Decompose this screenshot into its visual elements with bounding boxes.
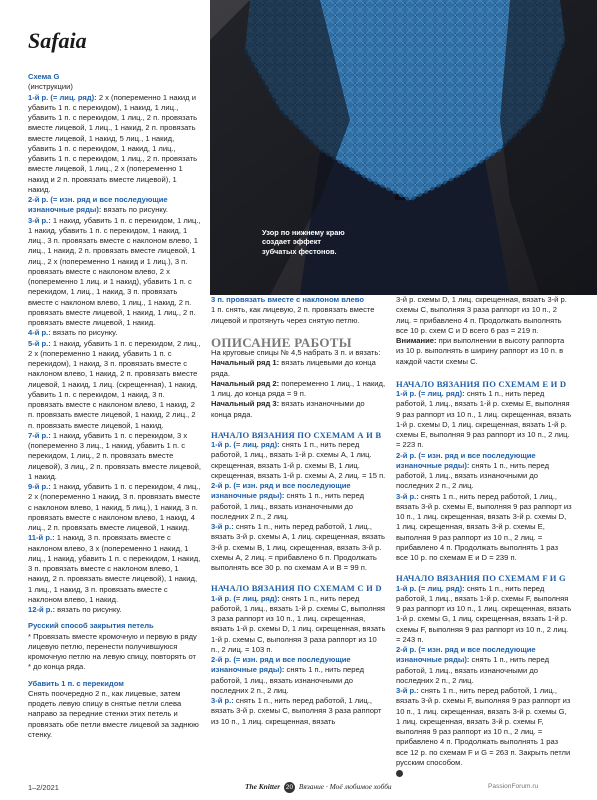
row-label: 7-й р.: [28, 430, 51, 440]
page-number: 20 [285, 784, 294, 791]
schema-g-rows [28, 93, 201, 616]
row-label: 9-й р.: [28, 482, 51, 491]
row-label: 3-й р.: [396, 686, 419, 695]
row-label: 2-й р. (= изн. ряд и все последующие изнаночные ряды): [211, 481, 351, 501]
instruction-row [396, 451, 572, 492]
instruction-row [211, 522, 386, 573]
row-text: вязать по рисунку. [101, 205, 168, 215]
row-text: 1 накид, убавить 1 п. с перекидом, 2 лиц., 2 х (попеременно 1 накид, убавить 1 п. с перекидом), 1 накид, 3 п. провязать вместе с наклоном влево, 1 накид, 2 п. провязать вместе лицевой, 1 накид, 1 лиц. (скрещенная), 1 накид, убавить 1 п. с перекидом, 1 накид, 3 п. провязать вместе с наклоном влево, 1 накид, 2 п. провязать вместе лицевой, 1 накид, 2 лиц., 2 п. провязать вместе лицевой, 1 накид. [28, 338, 201, 430]
row-label: 1-й р. (= лиц. ряд): [396, 583, 465, 593]
row-text: 1 накид, 3 п. провязать вместе с наклоном влево, 3 х (попеременно 1 накид, 1 лиц., 1 накид, убавить 1 п. с перекидом, 1 накид, 3 п. провязать вместе с наклоном влево, 1 накид, 2 п. провязать вместе лицевой), 1 накид, 1 лиц., 1 накид, 3 п. провязать вместе с наклоном влево, 1 накид. [28, 533, 201, 604]
decrease-text: Снять поочередно 2 п., как лицевые, затем продеть левую спицу в снятые петли слева направо за передние стенки этих петель и провязать обе петли вместе лицевой за заднюю стенку. [28, 688, 199, 739]
row-label: 3-й р.: [396, 491, 419, 501]
row-label: 1-й р. (= лиц. ряд): [396, 389, 465, 398]
instruction-row [396, 584, 572, 646]
row-label: 3-й р.: [211, 522, 234, 531]
row-label: Начальный ряд 3: [211, 399, 280, 409]
row-label: 2-й р. (= изн. ряд и все последующие изнаночные ряды): [211, 655, 351, 675]
k3tog-text: 1 п. снять, как лицевую, 2 п. провязать вместе лицевой и протянуть через снятую петлю. [211, 305, 375, 325]
decrease-title: Убавить 1 п. с перекидом [28, 678, 124, 688]
magazine-slogan: Вязание · Моё любимое хобби [298, 782, 392, 791]
ed-title: НАЧАЛО ВЯЗАНИЯ ПО СХЕМАМ Е И D [396, 378, 567, 389]
instruction-row [28, 605, 201, 615]
row-label: 2-й р. (= изн. ряд и все последующие изнаночные ряды): [396, 450, 536, 470]
row-text: снять 1 п., нить перед работой, 1 лиц., вязать 3-й р. схемы F, выполняя 9 раз раппорт из 10 п., 1 лиц. скрещенная, вязать 3-й р. схемы G, 1 лиц. скрещенная, вязать 3-й р. схемы F, выполняя 9 раз раппорт из 10 п., 2 лиц. = прибавлено 4 п. Продолжать выполнять 1 раз все 12 р. по схемам F и G = 263 п. Закрыть петли русским способом. [396, 686, 571, 767]
fg-rows [396, 584, 572, 769]
row-label: Начальный ряд 2: [211, 378, 280, 388]
row-text: снять 1 п., нить перед работой, 1 лиц., вязать 1-й р. схемы А, 1 лиц. скрещенная, вязать 1-й р. схемы В, 1 лиц. скрещенная, вязать 1-й р. схемы А, 2 лиц. = 15 п. [211, 440, 386, 480]
instruction-row [28, 533, 201, 605]
instruction-row [211, 358, 386, 379]
column-1 [28, 72, 201, 740]
schema-g-title: Схема G [28, 72, 60, 81]
instruction-row [211, 399, 386, 420]
instruction-row [28, 482, 201, 533]
ab-title: НАЧАЛО ВЯЗАНИЯ ПО СХЕМАМ А И В [211, 429, 382, 440]
row-text: снять 1 п., нить перед работой, 1 лиц., вязать изнаночными до последних 2 п., 2 лиц. [211, 491, 364, 521]
row-label: Внимание: [396, 336, 437, 345]
instruction-row [396, 492, 572, 564]
row-text: снять 1 п., нить перед работой, 1 лиц., вязать изнаночными до последних 2 п., 2 лиц. [396, 655, 549, 685]
instruction-row [396, 686, 572, 768]
row-text: снять 1 п., нить перед работой, 1 лиц., вязать изнаночными до последних 2 п., 2 лиц. [211, 665, 364, 695]
row-label: 3-й р.: [28, 215, 51, 225]
row-text: снять 1 п., нить перед работой, 1 лиц., вязать 1-й р. схемы С, выполняя 3 раза раппорт из 10 п., 1 лиц. скрещенная, вязать 1-й р. схемы D, 1 лиц. скрещенная, вязать 1-й р. схемы С, выполняя 3 раза раппорт из 10 п., 2 лиц. = 103 п. [211, 593, 386, 654]
ab-rows [211, 440, 386, 573]
row-text: снять 1 п., нить перед работой, 1 лиц., вязать 3-й р. схемы С, выполняя 3 раза раппорт из 10 п., 1 лиц. скрещенная, вязать [211, 696, 382, 726]
row-text: 1 накид, убавить 1 п. с перекидом, 1 лиц., 1 накид, убавить 1 п. с перекидом, 1 накид, 1 лиц., 3 п. провязать вместе с наклоном влево, 1 лиц., 1 накид, 2 п. провязать вместе лицевой, 1 лиц., 2 х (попеременно 1 накид и 1 лиц.), 3 п. провязать вместе с наклоном влево, 2 х (попеременно 1 лиц. и 1 накид), убавить 1 п. с перекидом, 1 лиц., 1 накид, 3 п. провязать вместе с наклоном влево, 1 лиц., 1 накид, 2 п. провязать вместе лицевой, 1 накид, 1 лиц., 2 п. провязать вместе лицевой, 1 накид. [28, 215, 201, 327]
cd-continued [396, 295, 572, 367]
row-label: 4-й р.: [28, 328, 51, 338]
row-text: 3-й р. схемы D, 1 лиц. скрещенная, вязать 3-й р. схемы С, выполняя 3 раза раппорт из 10 п., 2 лиц. = прибавлено 4 п. Продолжать выполнять все 10 р. схем С и D всего 6 раз = 219 п. [396, 295, 567, 335]
description-rows [211, 358, 386, 420]
russian-cast-off-title: Русский способ закрытия петель [28, 621, 154, 631]
instruction-row [28, 216, 201, 329]
row-label: 2-й р. (= изн. ряд и все последующие изнаночные ряды): [396, 645, 536, 665]
row-label: 2-й р. (= изн. ряд и все последующие изнаночные ряды): [28, 195, 168, 215]
column-2 [211, 295, 386, 727]
instruction-row [211, 594, 386, 656]
row-text: вязать изнаночными до конца ряда. [211, 399, 365, 419]
russian-cast-off-text: * Провязать вместе кромочную и первую в ряду лицевую петлю, перенести получившуюся кромочную петлю на левую спицу, повторять от * до конца ряда. [28, 631, 197, 672]
row-text: при выполнении в высоту раппорта из 10 р. выполнять в ширину раппорт из 10 п. в каждой части схемы С. [396, 336, 565, 366]
row-label: 5-й р.: [28, 338, 51, 348]
row-text: вязать лицевыми до конца ряда. [211, 358, 376, 378]
end-of-article-icon [396, 770, 403, 777]
k3tog-title: 3 п. провязать вместе с наклоном влево [211, 295, 364, 304]
cd-title: НАЧАЛО ВЯЗАНИЯ ПО СХЕМАМ С И D [211, 583, 382, 594]
row-text: 1 накид, убавить 1 п. с перекидом, 3 х (попеременно 3 лиц., 1 накид, убавить 1 п. с перекидом, 1 лиц., 2 п. провязать вместе лицевой), 3 лиц., 2 п. провязать вместе лицевой, 1 накид. [28, 430, 201, 481]
row-text: снять 1 п., нить перед работой, 1 лиц., вязать 1-й р. схемы Е, выполняя 9 раз раппорт из 10 п., 1 лиц. скрещенная, вязать 1-й р. схемы D, 1 лиц. скрещенная, вязать 1-й р. схемы Е, выполняя 9 раз раппорт из 10 п., 2 лиц. = 223 п. [396, 389, 572, 450]
row-label: 3-й р.: [211, 696, 234, 705]
instruction-row [211, 440, 386, 481]
row-text: снять 1 п., нить перед работой, 1 лиц., вязать 1-й р. схемы F, выполняя 9 раз раппорт из 10 п., 1 лиц. скрещенная, вязать 1-й р. схемы G, 1 лиц. скрещенная, вязать 1-й р. схемы F, выполняя 9 раз раппорт из 10 п., 2 лиц. = 243 п. [396, 583, 572, 644]
row-label: 12-й р.: [28, 605, 56, 614]
instruction-row [396, 389, 572, 451]
watermark: PassionForum.ru [488, 783, 539, 790]
column-3 [396, 295, 572, 778]
row-text: попеременно 1 лиц., 1 накид, 1 лиц. до конца ряда = 9 п. [211, 378, 386, 398]
instruction-row [28, 431, 201, 482]
cd-rows [211, 594, 386, 727]
instruction-row [28, 339, 201, 431]
photo-caption: Узор по нижнему краю создает эффект зубчатых фестонов. [262, 228, 345, 256]
footer-center [245, 782, 392, 793]
instruction-row [28, 328, 201, 338]
row-label: 11-й р.: [28, 533, 55, 543]
description-intro: На круговые спицы № 4,5 набрать 3 п. и вязать: [211, 348, 381, 357]
row-label: 1-й р. (= лиц. ряд): [211, 440, 280, 449]
instruction-row [396, 645, 572, 686]
instruction-row [28, 93, 201, 196]
row-text: снять 1 п., нить перед работой, 1 лиц., вязать 3-й р. схемы Е, выполняя 9 раз раппорт из 10 п., 1 лиц. скрещенная, вязать 3-й р. схемы D, 1 лиц. скрещенная, вязать 3-й р. схемы Е, выполняя 9 раз раппорт из 10 п., 2 лиц. = прибавлено 4 п. Продолжать выполнять 1 раз все 10 р. по схемам Е и D = 239 п. [396, 491, 572, 562]
schema-g-subtitle: (инструкции) [28, 82, 73, 92]
row-label: Начальный ряд 1: [211, 358, 280, 368]
row-text: вязать по рисунку. [55, 605, 122, 614]
row-text: 1 накид, убавить 1 п. с перекидом, 4 лиц., 2 х (попеременно 1 накид, 3 п. провязать вместе с наклоном влево, 1 накид, 5 лиц.), 1 накид, 3 п. провязать вместе с наклоном влево, 1 накид, 4 лиц., 2 п. провязать вместе лицевой, 1 накид. [28, 482, 201, 532]
magazine-name: The Knitter [245, 782, 281, 791]
instruction-row [28, 195, 201, 216]
row-text: снять 1 п., нить перед работой, 1 лиц., вязать изнаночными до последних 2 п., 2 лиц. [396, 460, 549, 491]
fg-title: НАЧАЛО ВЯЗАНИЯ ПО СХЕМАМ F И G [396, 573, 566, 584]
ed-rows [396, 389, 572, 563]
row-label: 1-й р. (= лиц. ряд): [28, 92, 97, 102]
description-title: ОПИСАНИЕ РАБОТЫ [211, 334, 352, 350]
footer [0, 780, 597, 800]
instruction-row [211, 655, 386, 696]
article-title: Safaia [28, 28, 87, 53]
instruction-row [396, 336, 572, 367]
instruction-row [211, 481, 386, 522]
row-text: вязать по рисунку. [50, 328, 118, 338]
issue-number: 1–2/2021 [28, 783, 59, 792]
instruction-row [396, 295, 572, 336]
instruction-row [211, 696, 386, 727]
row-text: 2 х (попеременно 1 накид и убавить 1 п. с перекидом), 1 накид, 1 лиц., убавить 1 п. с перекидом, 1 лиц., 2 п. провязать вместе лицевой, 1 лиц., 1 накид, 2 п. провязать вместе лицевой, 1 накид, 5 лиц., 1 накид, убавить 1 п. с перекидом, 1 накид, 1 лиц., убавить 1 п. с перекидом, 1 лиц., 2 п. провязать вместе лицевой, 1 лиц., 2 х (попеременно 1 накид и 2 п. провязать вместе лицевой), 1 накид. [28, 92, 198, 194]
row-label: 1-й р. (= лиц. ряд): [211, 593, 280, 603]
row-text: снять 1 п., нить перед работой, 1 лиц., вязать 3-й р. схемы А, 1 лиц. скрещенная, вязать 3-й р. схемы В, 1 лиц. скрещенная, вязать 3-й р. схемы А, 2 лиц. = прибавлено 6 п. Продолжать выполнять все 30 р. по схемам А и В = 99 п. [211, 522, 385, 572]
instruction-row [211, 379, 386, 400]
